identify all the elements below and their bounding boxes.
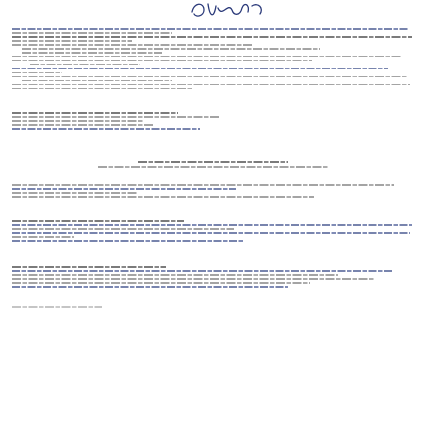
- text-line: [22, 52, 162, 54]
- text-line: [12, 184, 394, 186]
- text-line: [12, 68, 388, 70]
- text-line: [12, 282, 310, 284]
- text-line: [12, 196, 314, 198]
- text-line: [12, 56, 402, 58]
- text-line: [12, 28, 408, 30]
- text-line: [22, 48, 320, 50]
- text-line: [12, 224, 412, 226]
- text-block-section-a: [12, 184, 414, 200]
- text-line: [12, 112, 178, 114]
- text-line: [12, 120, 144, 122]
- text-block-section-c: [12, 266, 414, 290]
- text-line: [12, 220, 184, 222]
- text-line: [12, 270, 392, 272]
- text-line: [12, 188, 236, 190]
- text-line: [30, 64, 140, 66]
- text-line: [12, 40, 132, 42]
- text-line: [12, 306, 102, 308]
- section-heading: [12, 161, 414, 170]
- text-line: [12, 36, 412, 38]
- text-line: [12, 76, 408, 78]
- text-line: [12, 228, 234, 230]
- signature-logo: [188, 0, 266, 20]
- text-line: [12, 32, 172, 34]
- text-line: [12, 192, 138, 194]
- text-line: [138, 161, 288, 163]
- text-line: [12, 128, 200, 130]
- text-line: [12, 266, 166, 268]
- text-line: [12, 60, 312, 62]
- text-line: [12, 236, 74, 238]
- text-line: [12, 84, 410, 86]
- text-line: [98, 166, 328, 168]
- text-line: [12, 278, 374, 280]
- text-line: [12, 88, 192, 90]
- text-line: [12, 72, 62, 74]
- text-block-spacer: [12, 306, 414, 310]
- text-block-section-b: [12, 220, 414, 244]
- text-line: [12, 240, 244, 242]
- text-line: [12, 116, 220, 118]
- text-block-list: [12, 112, 414, 132]
- text-line: [12, 274, 338, 276]
- text-line: [12, 124, 154, 126]
- text-line: [22, 80, 172, 82]
- text-line: [12, 232, 410, 234]
- text-line: [12, 44, 252, 46]
- text-line: [12, 286, 288, 288]
- text-block-intro: [12, 28, 414, 92]
